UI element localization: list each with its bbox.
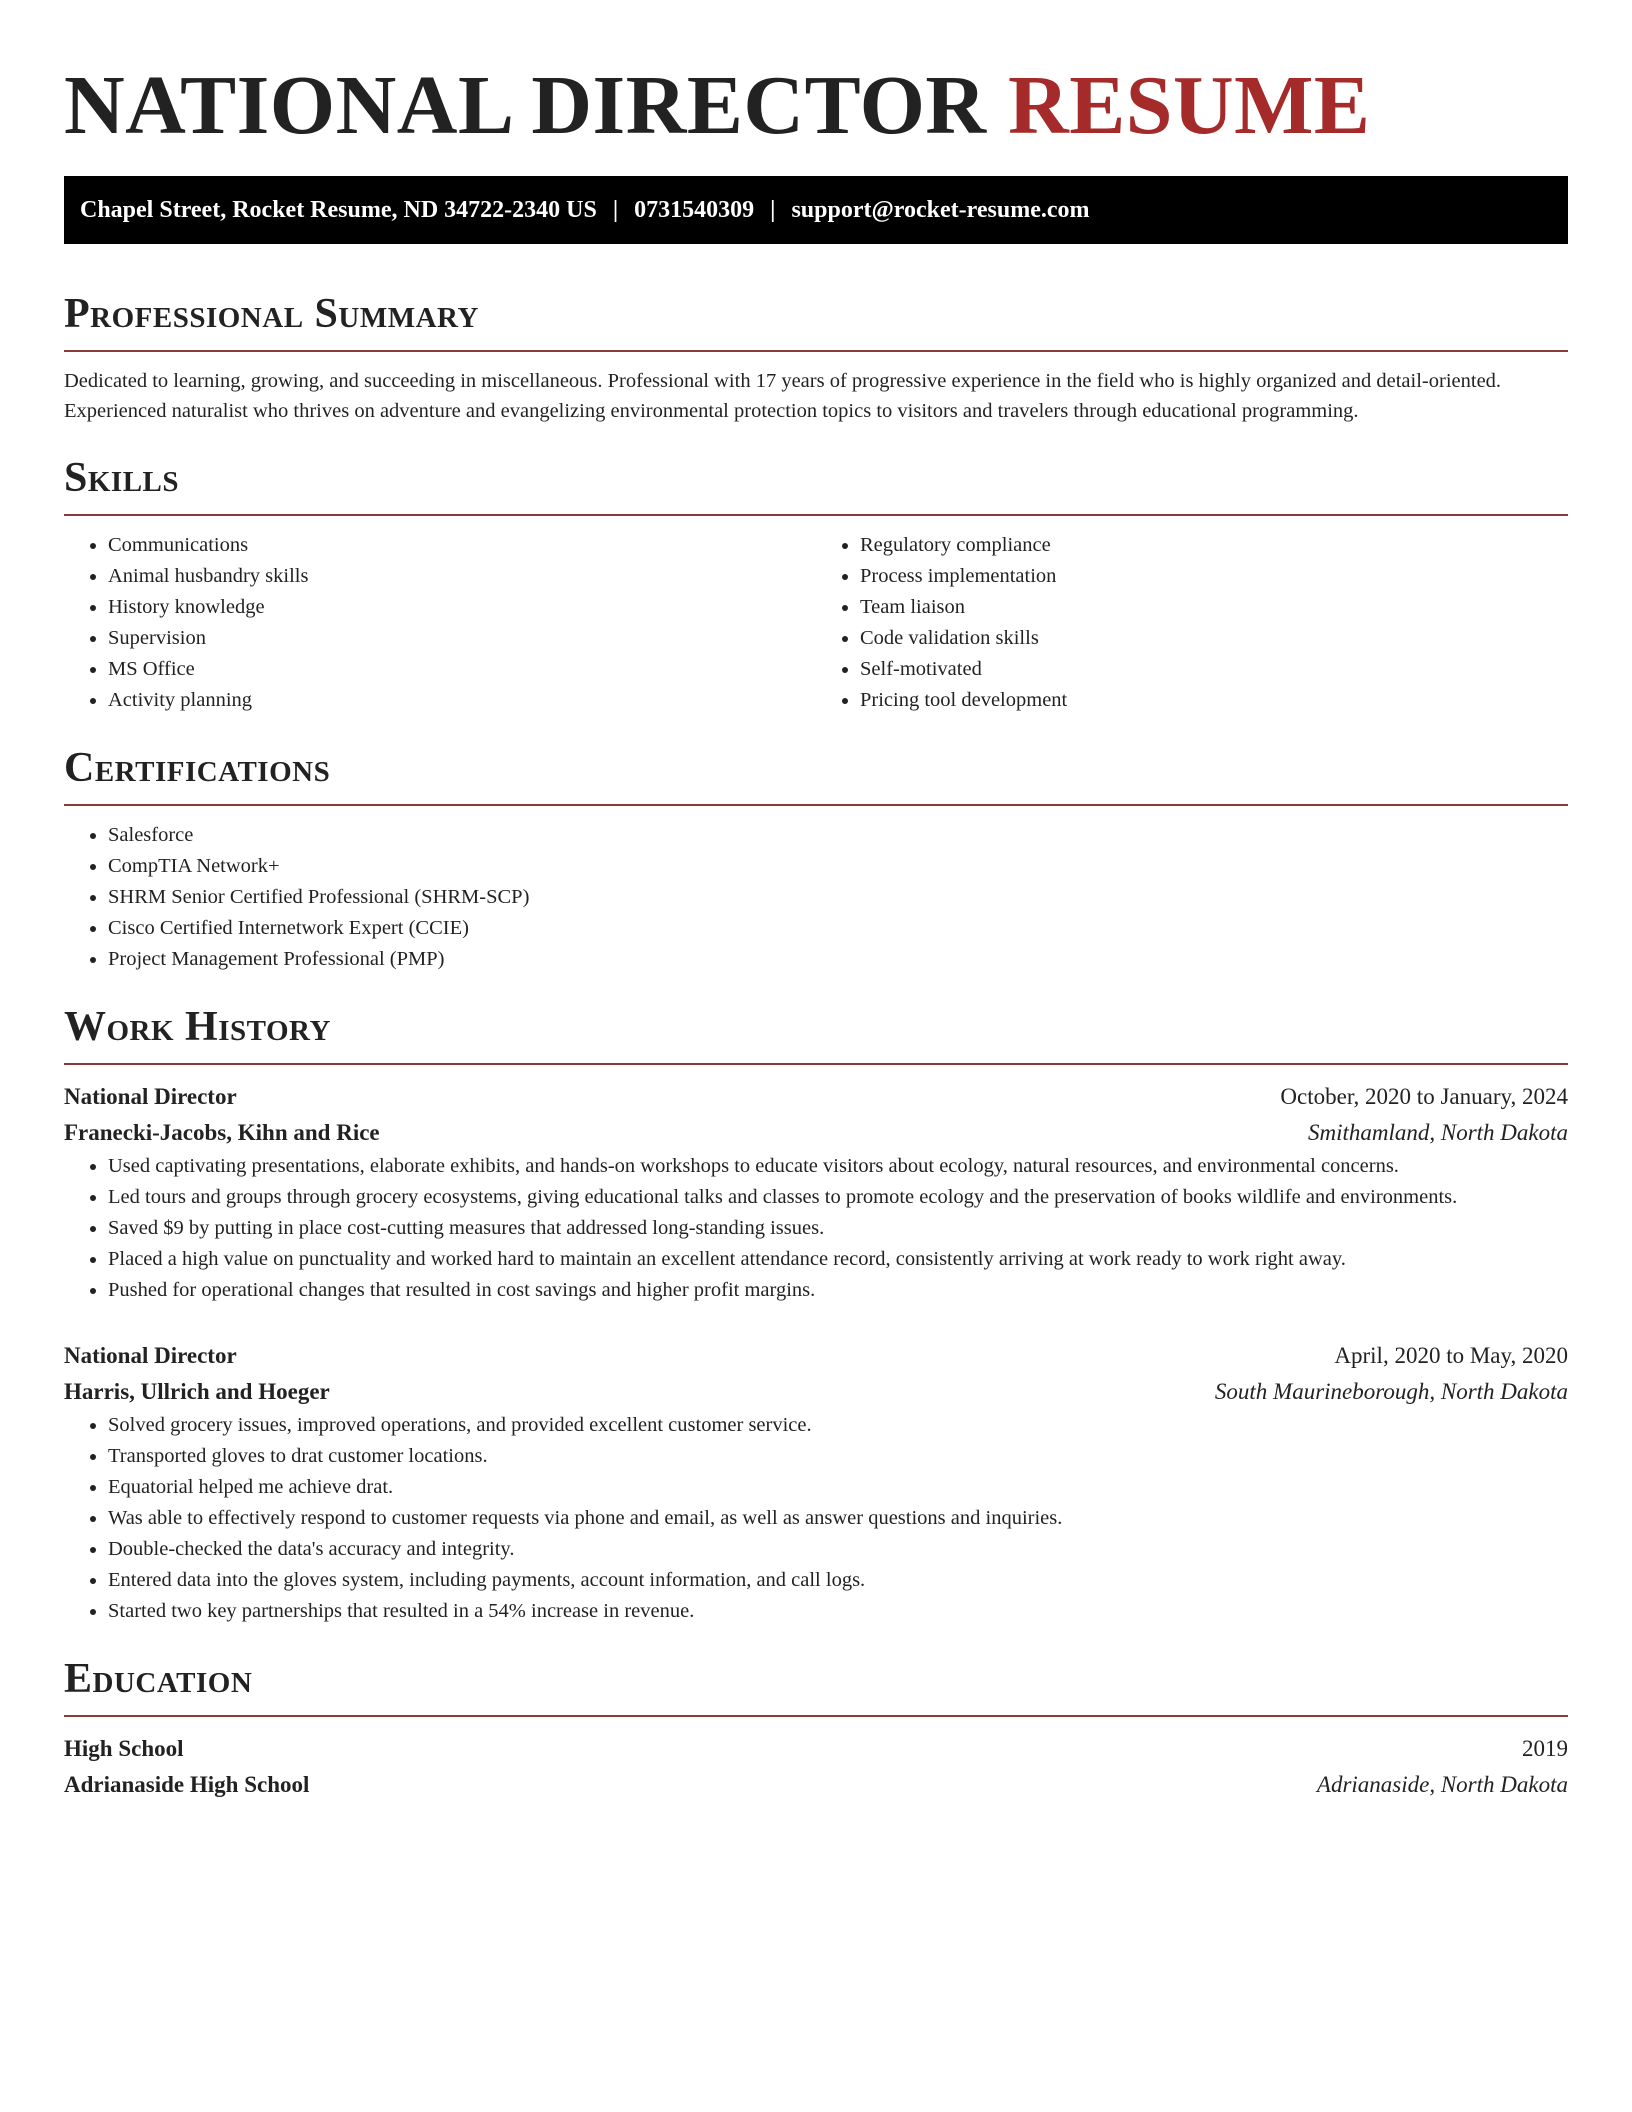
certification-item: • Cisco Certified Internetwork Expert (CCIE) — [108, 913, 1568, 944]
skills-section — [64, 452, 1568, 716]
contact-bar — [64, 176, 1568, 244]
skills-list-left — [64, 530, 816, 716]
section-divider — [64, 1715, 1568, 1717]
job-title: National Director — [64, 1343, 237, 1368]
job-company: Harris, Ullrich and Hoeger — [64, 1379, 330, 1404]
certification-item: • Project Management Professional (PMP) — [108, 944, 1568, 975]
skill-item: • MS Office — [108, 654, 816, 685]
contact-separator: | — [612, 196, 619, 223]
education-section — [64, 1653, 1568, 1803]
job-duty: • Used captivating presentations, elaborate exhibits, and hands-on workshops to educate visitors about ecology, natural resources, and environmental concerns. — [108, 1151, 1568, 1182]
professional-summary-section — [64, 288, 1568, 426]
contact-separator: | — [770, 196, 776, 223]
skill-item: • Team liaison — [860, 592, 1568, 623]
title-accent: RESUME — [1008, 59, 1371, 152]
certification-item: • Salesforce — [108, 820, 1568, 851]
skill-item: • Supervision — [108, 623, 816, 654]
job-dates: April, 2020 to May, 2020 — [1334, 1343, 1568, 1368]
job-duty: • Pushed for operational changes that resulted in cost savings and higher profit margins. — [108, 1275, 1568, 1306]
job-header-row — [64, 1338, 1568, 1374]
skill-item: • Animal husbandry skills — [108, 561, 816, 592]
job-duty: • Solved grocery issues, improved operations, and provided excellent customer service. — [108, 1410, 1568, 1441]
education-year: 2019 — [1522, 1736, 1568, 1761]
section-heading: Education — [64, 1656, 253, 1702]
contact-address: Chapel Street, Rocket Resume, ND 34722-2340 US — [80, 196, 597, 223]
education-header-row — [64, 1731, 1568, 1767]
job-header-row — [64, 1079, 1568, 1115]
skill-item: • History knowledge — [108, 592, 816, 623]
title-main: NATIONAL DIRECTOR — [64, 59, 987, 152]
job-duties-list — [64, 1151, 1568, 1306]
section-divider — [64, 1063, 1568, 1065]
work-history-section — [64, 1001, 1568, 1627]
section-divider — [64, 514, 1568, 516]
certification-item: • SHRM Senior Certified Professional (SHRM-SCP) — [108, 882, 1568, 913]
education-degree: High School — [64, 1736, 184, 1761]
job-location: Smithamland, North Dakota — [1307, 1120, 1568, 1145]
job-duty: • Was able to effectively respond to customer requests via phone and email, as well as answer questions and inquiries. — [108, 1503, 1568, 1534]
certifications-section — [64, 742, 1568, 975]
job-duty: • Placed a high value on punctuality and worked hard to maintain an excellent attendance record, consistently arriving at work ready to work right away. — [108, 1244, 1568, 1275]
contact-email: support@rocket-resume.com — [791, 196, 1090, 223]
job-entry — [64, 1079, 1568, 1306]
section-divider — [64, 350, 1568, 352]
job-company-row — [64, 1115, 1568, 1151]
skills-grid — [64, 530, 1568, 716]
job-duty: • Led tours and groups through grocery ecosystems, giving educational talks and classes to promote ecology and the preservation of books wildlife and environments. — [108, 1182, 1568, 1213]
job-duty: • Started two key partnerships that resulted in a 54% increase in revenue. — [108, 1596, 1568, 1627]
job-duty: • Equatorial helped me achieve drat. — [108, 1472, 1568, 1503]
certification-item: • CompTIA Network+ — [108, 851, 1568, 882]
job-entry — [64, 1338, 1568, 1627]
job-duty: • Transported gloves to drat customer locations. — [108, 1441, 1568, 1472]
skill-item: • Communications — [108, 530, 816, 561]
skill-item: • Self-motivated — [860, 654, 1568, 685]
job-dates: October, 2020 to January, 2024 — [1280, 1084, 1568, 1109]
education-school: Adrianaside High School — [64, 1772, 310, 1797]
job-company: Franecki-Jacobs, Kihn and Rice — [64, 1120, 380, 1145]
job-title: National Director — [64, 1084, 237, 1109]
section-heading: Certifications — [64, 745, 331, 791]
job-duties-list — [64, 1410, 1568, 1627]
section-divider — [64, 804, 1568, 806]
section-heading: Professional Summary — [64, 291, 479, 337]
section-heading: Work History — [64, 1004, 331, 1050]
skills-list-right — [816, 530, 1568, 716]
skill-item: • Process implementation — [860, 561, 1568, 592]
contact-phone: 0731540309 — [634, 196, 755, 223]
job-duty: • Double-checked the data's accuracy and integrity. — [108, 1534, 1568, 1565]
section-heading: Skills — [64, 455, 180, 501]
summary-text: Dedicated to learning, growing, and succeeding in miscellaneous. Professional with 17 years of progressive experience in the field who is highly organized and detail-oriented. Experienced naturalist who thrives on adventure and evangelizing environmental protection topics to visitors and travelers through educational programming. — [64, 370, 1502, 422]
job-duty: • Entered data into the gloves system, including payments, account information, and call logs. — [108, 1565, 1568, 1596]
skill-item: • Activity planning — [108, 685, 816, 716]
job-duty: • Saved $9 by putting in place cost-cutting measures that addressed long-standing issues. — [108, 1213, 1568, 1244]
skill-item: • Code validation skills — [860, 623, 1568, 654]
certifications-list — [64, 820, 1568, 975]
skill-item: • Regulatory compliance — [860, 530, 1568, 561]
job-company-row — [64, 1374, 1568, 1410]
education-location: Adrianaside, North Dakota — [1316, 1772, 1568, 1797]
job-location: South Maurineborough, North Dakota — [1214, 1379, 1568, 1404]
skill-item: • Pricing tool development — [860, 685, 1568, 716]
resume-title — [64, 58, 1568, 154]
education-school-row — [64, 1767, 1568, 1803]
